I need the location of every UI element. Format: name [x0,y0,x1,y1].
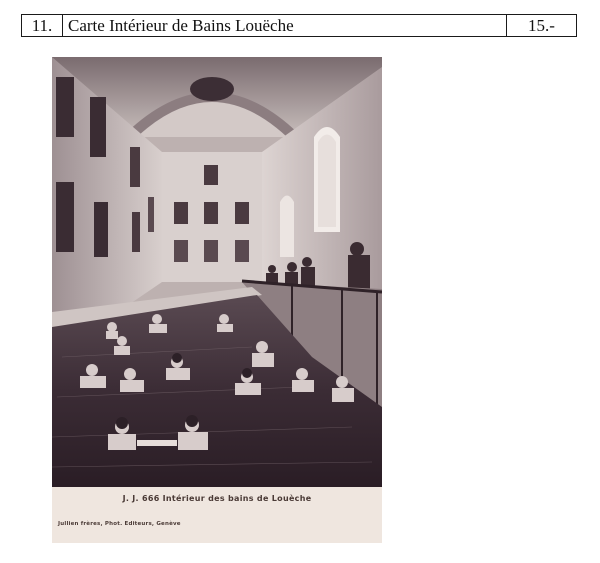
bath-interior-photo [52,57,382,543]
postcard-publisher: Jullien frères, Phot. Editeurs, Genève [58,521,181,527]
listing-number: 11. [22,15,63,36]
postcard-caption: J. J. 666 Intérieur des bains de Louèche [122,494,312,503]
listing-price: 15.- [528,16,555,35]
listing-title: Carte Intérieur de Bains Louëche [63,15,507,36]
listing-row [21,14,577,37]
postcard-image [52,57,382,543]
